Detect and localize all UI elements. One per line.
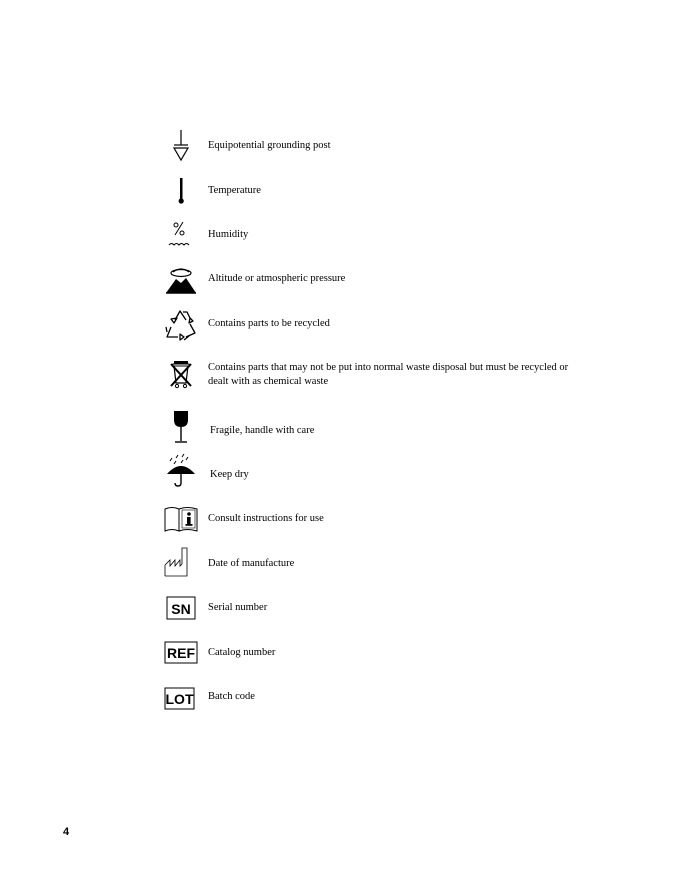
label-factory: Date of manufacture: [208, 558, 295, 569]
symbol-keep-dry: [162, 452, 200, 490]
symbol-lot: [162, 679, 200, 717]
fragile-glass-icon: [162, 408, 200, 446]
symbol-sn: [162, 590, 200, 628]
symbol-recycle: [162, 305, 200, 343]
altitude-pressure-icon: [162, 260, 200, 298]
label-equipotential: Equipotential grounding post: [208, 140, 331, 151]
ref-box-text: REF: [167, 645, 195, 661]
thermometer-icon: [162, 172, 200, 210]
label-crossed-bin: Contains parts that may not be put into normal waste disposal but must be recycled or dealt with as chemical waste: [208, 362, 569, 387]
symbol-instructions: [162, 500, 200, 538]
equipotential-ground-icon: [162, 127, 200, 165]
symbol-fragile: [162, 408, 200, 446]
factory-icon: [162, 545, 200, 583]
lot-box-icon: [162, 679, 200, 717]
label-altitude: Altitude or atmospheric pressure: [208, 273, 346, 284]
humidity-icon: [162, 216, 200, 254]
instructions-icon: [162, 500, 200, 538]
sn-box-icon: [162, 590, 200, 628]
symbol-crossed-bin: [162, 356, 200, 394]
label-humidity: Humidity: [208, 229, 249, 240]
sn-box-text: SN: [171, 601, 191, 617]
label-fragile: Fragile, handle with care: [210, 425, 315, 436]
umbrella-icon: [162, 452, 200, 490]
label-catalog-number: Catalog number: [208, 647, 276, 658]
label-batch-code: Batch code: [208, 691, 255, 702]
page-number: 4: [63, 826, 70, 838]
symbol-humidity: [162, 216, 200, 254]
recycle-icon: [162, 305, 200, 343]
symbol-ref: [162, 634, 200, 672]
label-instructions: Consult instructions for use: [208, 513, 324, 524]
label-serial-number: Serial number: [208, 602, 268, 613]
symbol-altitude: [162, 260, 200, 298]
label-recycle: Contains parts to be recycled: [208, 318, 330, 329]
label-keep-dry: Keep dry: [210, 469, 249, 480]
crossed-bin-icon: [162, 356, 200, 394]
lot-box-text: LOT: [165, 691, 194, 707]
ref-box-icon: [162, 634, 200, 672]
label-temperature: Temperature: [208, 185, 261, 196]
symbol-factory: [162, 545, 200, 583]
symbol-temperature: [162, 172, 200, 210]
symbol-equipotential: [162, 127, 200, 165]
